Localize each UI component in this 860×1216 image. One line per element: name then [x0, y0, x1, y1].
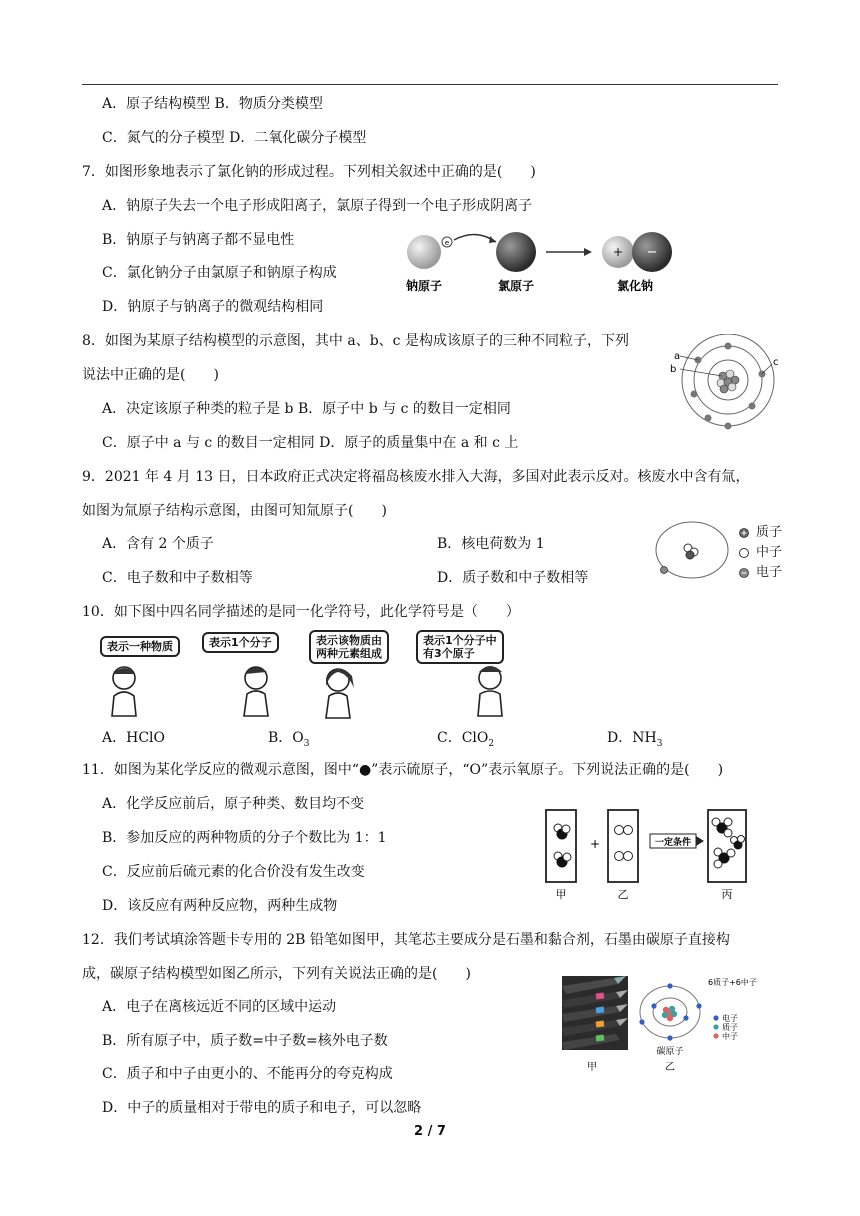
- positive-sign: +: [612, 245, 624, 259]
- q10-d-main: D．NH: [607, 730, 657, 746]
- bubble4-line2: 有3个原子: [423, 647, 475, 660]
- q11-option-a: A．化学反应前后，原子种类、数目均不变: [102, 796, 365, 812]
- q10-c-main: C．ClO: [437, 730, 489, 746]
- q6-options-ab: A．原子结构模型 B．物质分类模型: [102, 96, 323, 112]
- label-sodium-chloride: 氯化钠: [616, 279, 654, 293]
- tritium-legend-icons: [738, 527, 750, 579]
- speech-bubble-1: [100, 636, 180, 657]
- q9-option-c: C．电子数和中子数相等: [102, 570, 253, 586]
- electron-icon: [661, 567, 668, 574]
- q8-options-ab: A．决定该原子种类的粒子是 b B．原子中 b 与 c 的数目一定相同: [102, 401, 511, 417]
- q9-option-d: D．质子数和中子数相等: [437, 570, 589, 586]
- box-yi: [608, 810, 638, 882]
- reaction-figure: [540, 806, 752, 902]
- student-3-icon: [326, 668, 354, 718]
- student-4-icon: [478, 666, 502, 716]
- label-bing: 丙: [721, 888, 733, 901]
- q12-stem-line2: 成，碳原子结构模型如图乙所示，下列有关说法正确的是( ): [82, 966, 471, 982]
- q8-options-cd: C．原子中 a 与 c 的数目一定相同 D．原子的质量集中在 a 和 c 上: [102, 435, 519, 451]
- carbon-caption-top: 6质子+6中子: [708, 978, 757, 987]
- q7-option-c: C．氯化钠分子由氯原子和钠原子构成: [102, 265, 337, 281]
- carbon-legend-electron: 电子: [722, 1014, 738, 1023]
- label-yi: 乙: [617, 888, 629, 901]
- arrow-right-head-icon: [584, 248, 592, 256]
- student-1-icon: [112, 667, 136, 716]
- tritium-atom-figure: [652, 518, 738, 582]
- legend-neutron: 中子: [756, 545, 783, 560]
- plus-sign: +: [589, 837, 601, 851]
- q10-d-sub: 3: [656, 738, 663, 749]
- legend-proton-icon: [713, 1024, 718, 1029]
- sodium-atom-icon: [407, 235, 441, 269]
- chlorine-atom-icon: [496, 232, 536, 272]
- bubble1-text: 表示一种物质: [107, 640, 173, 653]
- q10-c-sub: 2: [488, 738, 495, 749]
- q8-stem-line2: 说法中正确的是( ): [82, 367, 219, 383]
- neutron-legend-icon: [740, 549, 749, 558]
- nacl-formation-figure: [398, 226, 688, 298]
- speech-bubble-2: [202, 632, 279, 653]
- q10-b-sub: 3: [303, 738, 310, 749]
- q10-option-c: [437, 728, 494, 754]
- pencil-carbon-figure: [562, 976, 762, 1074]
- proton-icon: [686, 551, 694, 559]
- q8-stem-line1: 8．如图为某原子结构模型的示意图，其中 a、b、c 是构成该原子的三种不同粒子，下列: [82, 333, 629, 349]
- atom-model-figure: [668, 334, 786, 444]
- bubble2-text: 表示1个分子: [209, 636, 272, 649]
- q11-option-c: C．反应前后硫元素的化合价没有发生改变: [102, 864, 365, 880]
- speech-bubble-3: [309, 630, 389, 664]
- label-sodium-atom: 钠原子: [405, 279, 443, 293]
- arrow-head-icon: [489, 236, 496, 243]
- label-c: c: [773, 357, 779, 368]
- q11-option-b: B．参加反应的两种物质的分子个数比为 1：1: [102, 830, 387, 846]
- q12-option-c: C．质子和中子由更小的、不能再分的夸克构成: [102, 1066, 393, 1082]
- q6-options-cd: C．氮气的分子模型 D．二氧化碳分子模型: [102, 130, 367, 146]
- q10-b-main: B．O: [268, 730, 304, 746]
- legend-neutron-icon: [713, 1033, 718, 1038]
- bubble3-line2: 两种元素组成: [316, 647, 382, 660]
- carbon-atom-label: 碳原子: [656, 1047, 684, 1057]
- legend-electron: 电子: [756, 565, 783, 580]
- electron-mark: e: [444, 239, 450, 247]
- negative-sign: −: [646, 245, 658, 260]
- bubble3-line1: 表示该物质由: [316, 634, 382, 647]
- q7-option-b: B．钠原子与钠离子都不显电性: [102, 232, 295, 248]
- q12-option-b: B．所有原子中，质子数=中子数=核外电子数: [102, 1033, 388, 1049]
- page-number: 2 / 7: [414, 1124, 446, 1139]
- arrow-head-icon: [696, 836, 704, 846]
- label-jia: 甲: [555, 888, 567, 901]
- carbon-legend-neutron: 中子: [722, 1032, 738, 1041]
- legend-electron-icon: [713, 1015, 718, 1020]
- condition-label: 一定条件: [654, 838, 692, 848]
- q7-option-d: D．钠原子与钠离子的微观结构相同: [102, 299, 324, 315]
- students-figure: [100, 662, 520, 720]
- label-chlorine-atom: 氯原子: [497, 279, 535, 293]
- q12-option-d: D．中子的质量相对于带电的质子和电子，可以忽略: [102, 1100, 422, 1116]
- q10-option-a: A．HClO: [102, 730, 165, 746]
- label-yi: 乙: [665, 1062, 675, 1073]
- label-jia: 甲: [587, 1062, 597, 1073]
- bubble4-line1: 表示1个分子中: [423, 634, 497, 647]
- box-jia: [546, 810, 576, 882]
- speech-bubble-4: [416, 630, 504, 664]
- q11-option-d: D．该反应有两种反应物，两种生成物: [102, 898, 338, 914]
- carbon-legend-proton: 质子: [722, 1023, 738, 1032]
- nucleus-icon: [717, 370, 739, 393]
- q10-option-d: [607, 728, 662, 754]
- q9-stem-line2: 如图为氚原子结构示意图，由图可知氚原子( ): [82, 503, 387, 519]
- label-a: a: [674, 351, 681, 362]
- header-rule: [82, 84, 778, 85]
- q9-option-a: A．含有 2 个质子: [102, 536, 214, 552]
- carbon-nucleus-icon: [662, 1006, 677, 1021]
- student-2-icon: [244, 667, 268, 716]
- q9-stem-line1: 9．2021 年 4 月 13 日，日本政府正式决定将福岛核废水排入大海，多国对此表示反对。核废水中含有氚，: [82, 469, 750, 485]
- legend-proton: 质子: [756, 525, 783, 540]
- q9-option-b: B．核电荷数为 1: [437, 536, 545, 552]
- q11-stem: 11．如图为某化学反应的微观示意图，图中“●”表示硫原子，“O”表示氧原子。下列说法正确的是( ): [82, 762, 724, 778]
- label-b: b: [670, 364, 677, 375]
- q12-option-a: A．电子在离核远近不同的区域中运动: [102, 999, 337, 1015]
- q10-stem: 10．如下图中四名同学描述的是同一化学符号，此化学符号是（ ）: [82, 604, 520, 620]
- q7-stem: 7．如图形象地表示了氯化钠的形成过程。下列相关叙述中正确的是( ): [82, 164, 536, 180]
- q7-option-a: A．钠原子失去一个电子形成阳离子，氯原子得到一个电子形成阴离子: [102, 198, 533, 214]
- q10-option-b: [268, 728, 310, 754]
- q12-stem-line1: 12．我们考试填涂答题卡专用的 2B 铅笔如图甲，其笔芯主要成分是石墨和黏合剂，石墨由碳原子直接构: [82, 932, 730, 948]
